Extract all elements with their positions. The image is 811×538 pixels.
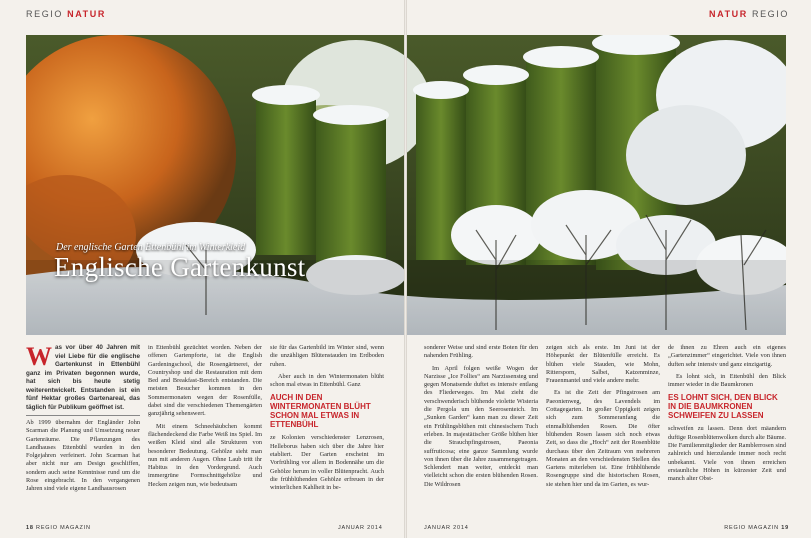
body-paragraph: sonderer Weise und sind erste Boten für den nahenden Frühling. (424, 344, 538, 360)
text-column-2 (148, 344, 262, 519)
body-paragraph: ze Kolonien verschiedenster Lenzrosen, Helleborus haben sich über die Jahre hier etabliert. Der Garten erscheint im Vorfrühling vor allem in Bodennähe um die Gehölze herum in voller Blütenpracht. Auch die frühblühenden Gehölze erfreuen in der winterlichen Kahlheit in be- (270, 434, 384, 492)
lede-divider (26, 415, 140, 416)
header-brand-left: REGIO (26, 9, 64, 19)
body-paragraph: de ihnen zu Ehren auch ein eigenes „Gartenzimmer“ eingerichtet. Viele von ihnen duften sehr intensiv und ganz einzigartig. (668, 344, 786, 368)
header-section-left: NATUR (67, 9, 106, 19)
left-page-header (26, 9, 106, 19)
left-page-footer (26, 525, 91, 531)
lede-text: as vor über 40 Jahren mit viel Liebe für die englische Gartenkunst in Ettenbühl ganz im Privaten begonnen wurde, hat sich bis heute stetig weiterentwickelt. Entstanden ist ein fünf Hektar großes Gartenareal, das täglich für Publikum geöffnet ist. (26, 344, 140, 411)
pull-quote: AUCH IN DEN WINTERMONATEN BLÜHT SCHON MAL ETWAS IN ETTENBÜHL (270, 393, 371, 430)
body-paragraph: Es ist die Zeit der Pfingstrosen am Paeonienweg, des Lavendels im Cottagegarten. In großer Üppigkeit zeigen sich zum Sommeranfang die einmalblühenden Rosen. Die öfter blühenden Rosen lassen sich noch etwas Zeit, so dass die „Hoch“ zeit der Rosenblüte durchaus über den Zeitraum von mehreren Monaten an den verschiedensten Stellen des Gartens miterleben ist. Eine frühblühende Rosengruppe sind die historischen Rosen, sie stehen hier und da im Garten, es wur- (546, 389, 660, 488)
body-paragraph: Ab 1999 übernahm der Engländer John Scarman die Planung und Umsetzung neuer Gartenräume. Die Pflanzungen des Landhauses Ettenbühl wurden in den Folgejahren verfeinert. John Scarman hat aber nicht nur am Design geschliffen, sondern auch seine Kenntnisse rund um die Rose eingebracht. In den vergangenen Jahren sind viele eigene Landhausrosen (26, 419, 140, 493)
body-paragraph: in Ettenbühl gezüchtet worden. Neben der offenen Gartenpforte, ist die English Gardeningschool, die Rosengärtnerei, der Countryshop und die Restauration mit dem Bed and Breakfast-Bereich entstanden. Die meisten Besucher kommen in den Sommermonaten wegen der Rosenfülle, dabei sind die verschiedenen Themengärten ganzjährig sehenswert. (148, 344, 262, 418)
text-column-6 (668, 344, 786, 519)
pull-quote: ES LOHNT SICH, DEN BLICK IN DIE BAUMKRONEN SCHWEIFEN ZU LASSEN (668, 393, 778, 421)
page-number-left: 18 (26, 525, 34, 531)
right-page-header (709, 9, 789, 19)
body-paragraph: Aber auch in den Wintermonaten blüht schon mal etwas in Ettenbühl. Ganz (270, 372, 384, 389)
body-paragraph: Mit einem Schneehäubchen kommt flächendeckend die Farbe Weiß ins Spiel. Im weißen Kleid sind alle Strukturen von besonderer Bedeutung. Gehölze sieht man nun mit anderen Augen. Ohne Laub tritt ihr Habitus in den Vordergrund. Auch immergrüne Formschnittgehölze und Hecken zeigen nun, wie bedeutsam (148, 422, 262, 488)
footer-magazine-left: REGIO MAGAZIN (36, 525, 91, 531)
text-column-1 (26, 344, 140, 519)
header-brand-right: REGIO (751, 9, 789, 19)
article-headline: Englische Gartenkunst (54, 252, 306, 282)
photo-kicker: Der englische Garten Ettenbühl im Winterkleid (56, 242, 246, 253)
body-paragraph: zeigen sich als erste. Im Juni ist der Höhepunkt der Blütenfülle erreicht. Es blühen viele Stauden, wie Mohn, Rittersporn, Salbei, Katzenminze, Frauenmantel und viele andere mehr. (546, 344, 660, 385)
page-number-right: 19 (781, 525, 789, 531)
article-lede (26, 344, 140, 412)
header-section-right: NATUR (709, 9, 748, 19)
text-column-3 (270, 344, 384, 519)
text-column-4 (424, 344, 538, 519)
left-page-footer-date: JANUAR 2014 (338, 525, 383, 531)
body-paragraph: Es lohnt sich, in Ettenbühl den Blick immer wieder in die Baumkronen (668, 372, 786, 389)
page-gutter (404, 0, 407, 538)
right-page-footer (724, 525, 789, 531)
text-column-5 (546, 344, 660, 519)
body-paragraph: Im April folgen weiße Wogen der Narzisse „Ice Follies“ am Narzissensteg und gegen Monatsende duftet es intensiv entlang des Fliederweges. Im Mai zieht die verschwenderisch blühende violette Wisteria die Pergola um den Seerosenteich. Im „Sunken Garden“ kann man zu dieser Zeit ein Frühlingsblühen mit chinesischem Tuch erleben. In majestätischer Größe blühen hier die Strauchpfingstrosen, Paeonia suffruticosa; eine ganze Sammlung wurde von ihnen über die Jahre zusammengetragen. Schlendert man weiter, entdeckt man vielleicht schon die ersten blühenden Rosen. Die Wildrosen (424, 364, 538, 488)
body-paragraph: sie für das Gartenbild im Winter sind, wenn die unzähligen Blütenstauden im Erdboden ruhen. (270, 344, 384, 368)
footer-magazine-right: REGIO MAGAZIN (724, 525, 779, 531)
right-page-footer-date: JANUAR 2014 (424, 525, 469, 531)
body-paragraph: schweifen zu lassen. Denn dort mäandern duftige Rosenblütenwolken durch alte Bäume. Die Familienmitglieder der Ramblerrosen sind zahlreich und hierzulande immer noch recht unbekannt. Viele von ihnen erreichen erstaunliche Höhen in kürzester Zeit und manch alter Obst- (668, 425, 786, 483)
drop-cap: W (26, 344, 52, 371)
